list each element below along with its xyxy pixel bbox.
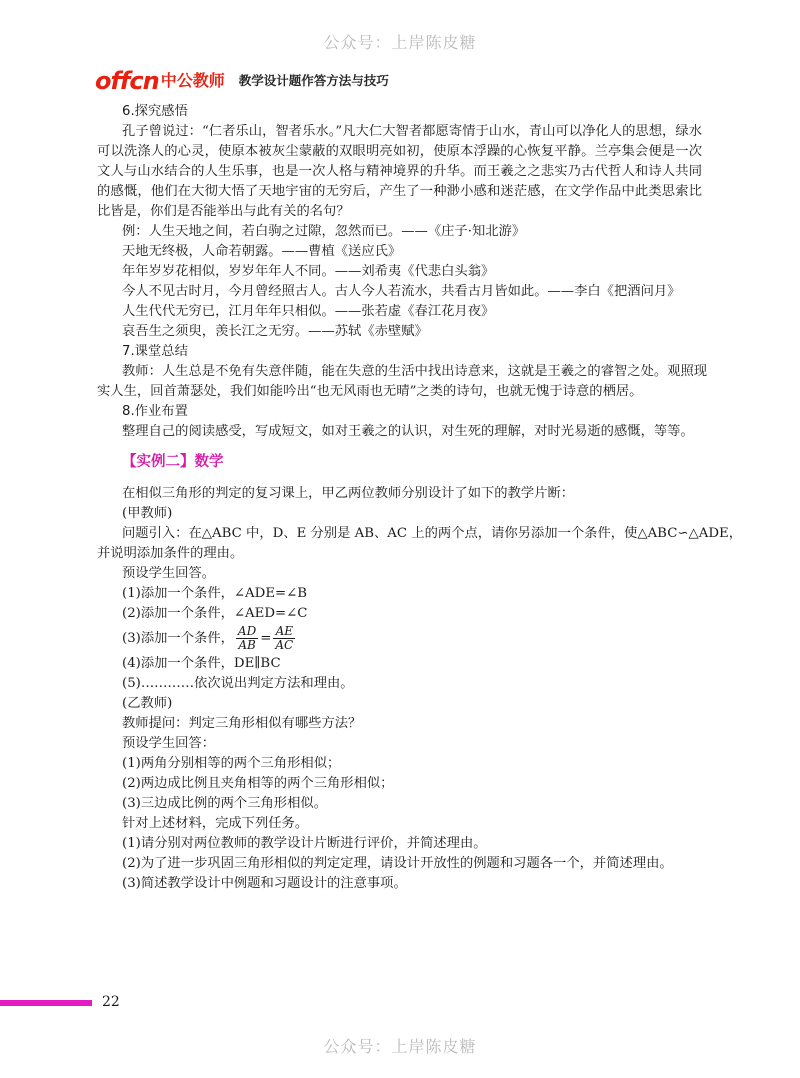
page-header	[95, 68, 389, 94]
quote-example: 今人不见古时月，今月曾经照古人。古人今人若流水，共看古月皆如此。——李白《把酒问月》	[122, 284, 681, 299]
offcn-logo: offcn	[95, 67, 159, 95]
page-number: 22	[102, 994, 120, 1010]
answer-item: (2)添加一个条件，∠AED=∠C	[122, 606, 308, 621]
task-item: (2)为了进一步巩固三角形相似的判定定理，请设计开放性的例题和习题各一个，并简述理由。	[122, 856, 673, 871]
quote-example: 例：人生天地之间，若白驹之过隙，忽然而已。——《庄子·知北游》	[122, 224, 526, 239]
teacher-a-label: (甲教师)	[122, 506, 173, 521]
equals-sign: =	[260, 631, 272, 646]
task-intro: 针对上述材料，完成下列任务。	[122, 816, 309, 831]
watermark-top: 公众号：上岸陈皮糖	[323, 33, 477, 52]
section8-para: 整理自己的阅读感受，写成短文，如对王羲之的认识，对生死的理解，对时光易逝的感慨，等等。	[122, 424, 694, 439]
section6-para-line: 可以洗涤人的心灵，使原本被灰尘蒙蔽的双眼明亮如初，使原本浮躁的心恢复平静。兰亭集会便是一次	[97, 144, 702, 159]
answer-item: (3)三边成比例的两个三角形相似。	[122, 796, 327, 811]
footer-accent-bar	[0, 1000, 92, 1006]
logo-chinese-name: 中公教师	[160, 71, 225, 90]
section6-heading: 6.探究感悟	[122, 104, 188, 119]
section6-para-line: 的感慨，他们在大彻大悟了天地宇宙的无穷后，产生了一种渺小感和迷茫感，在文学作品中此类思索比	[97, 184, 702, 199]
section6-para-line: 孔子曾说过：“仁者乐山，智者乐水。”凡大仁大智者都愿寄情于山水，青山可以净化人的思想，绿水	[122, 124, 702, 139]
section6-para-line: 比皆是，你们是否能举出与此有关的名句？	[97, 204, 350, 219]
teacher-b-label: (乙教师)	[122, 696, 173, 711]
fraction-ae-ac	[273, 625, 295, 652]
section7-heading: 7.课堂总结	[122, 344, 188, 359]
answer-item: (1)添加一个条件，∠ADE=∠B	[122, 586, 308, 601]
answer-prefix: (3)添加一个条件，	[122, 631, 234, 646]
quote-example: 天地无终极，人命若朝露。——曹植《送应氏》	[122, 244, 402, 259]
task-item: (3)简述教学设计中例题和习题设计的注意事项。	[122, 876, 407, 891]
task-item: (1)请分别对两位教师的教学设计片断进行评价，并简述理由。	[122, 836, 487, 851]
answer-item: (4)添加一个条件，DE∥BC	[122, 656, 281, 671]
question-intro-cont: 并说明添加条件的理由。	[97, 546, 244, 561]
fraction-ad-ab	[236, 625, 258, 652]
answer-item: (5)…………依次说出判定方法和理由。	[122, 676, 354, 691]
quote-example: 人生代代无穷已，江月年年只相似。——张若虚《春江花月夜》	[122, 304, 495, 319]
question-intro: 问题引入：在△ABC 中，D、E 分别是 AB、AC 上的两个点，请你另添加一个条件，使△ABC∽△ADE，	[122, 526, 743, 541]
fraction-numerator: AD	[237, 624, 257, 638]
fraction-denominator: AC	[275, 638, 294, 652]
quote-example: 年年岁岁花相似，岁岁年年人不同。——刘希夷《代悲白头翁》	[122, 264, 495, 279]
preset-answer-label: 预设学生回答。	[122, 566, 216, 581]
fraction-denominator: AB	[238, 638, 256, 652]
quote-example: 哀吾生之须臾，羡长江之无穷。——苏轼《赤壁赋》	[122, 324, 428, 339]
example2-intro: 在相似三角形的判定的复习课上，甲乙两位教师分别设计了如下的教学片断：	[122, 486, 575, 501]
answer-item: (1)两角分别相等的两个三角形相似；	[122, 756, 341, 771]
section8-heading: 8.作业布置	[122, 404, 188, 419]
preset-answer-label: 预设学生回答：	[122, 736, 216, 751]
answer-item: (2)两边成比例且夹角相等的两个三角形相似；	[122, 776, 394, 791]
section6-para-line: 文人与山水结合的人生乐事，也是一次人格与精神境界的升华。而王羲之之悲实乃古代哲人和诗人共同	[97, 164, 702, 179]
header-title: 教学设计题作答方法与技巧	[238, 73, 389, 88]
teacher-question: 教师提问：判定三角形相似有哪些方法？	[122, 716, 362, 731]
answer-item-fraction	[97, 624, 702, 654]
page-content	[97, 102, 743, 894]
watermark-bottom: 公众号：上岸陈皮糖	[323, 1037, 477, 1056]
section7-para-line: 实人生，回首萧瑟处，我们如能吟出“也无风雨也无晴”之类的诗句，也就无愧于诗意的栖居。	[97, 384, 643, 399]
fraction-numerator: AE	[273, 625, 295, 639]
section7-para-line: 教师：人生总是不免有失意伴随，能在失意的生活中找出诗意来，这就是王羲之的睿智之处。观照现	[122, 364, 708, 379]
example2-title: 【实例二】数学	[122, 454, 224, 470]
